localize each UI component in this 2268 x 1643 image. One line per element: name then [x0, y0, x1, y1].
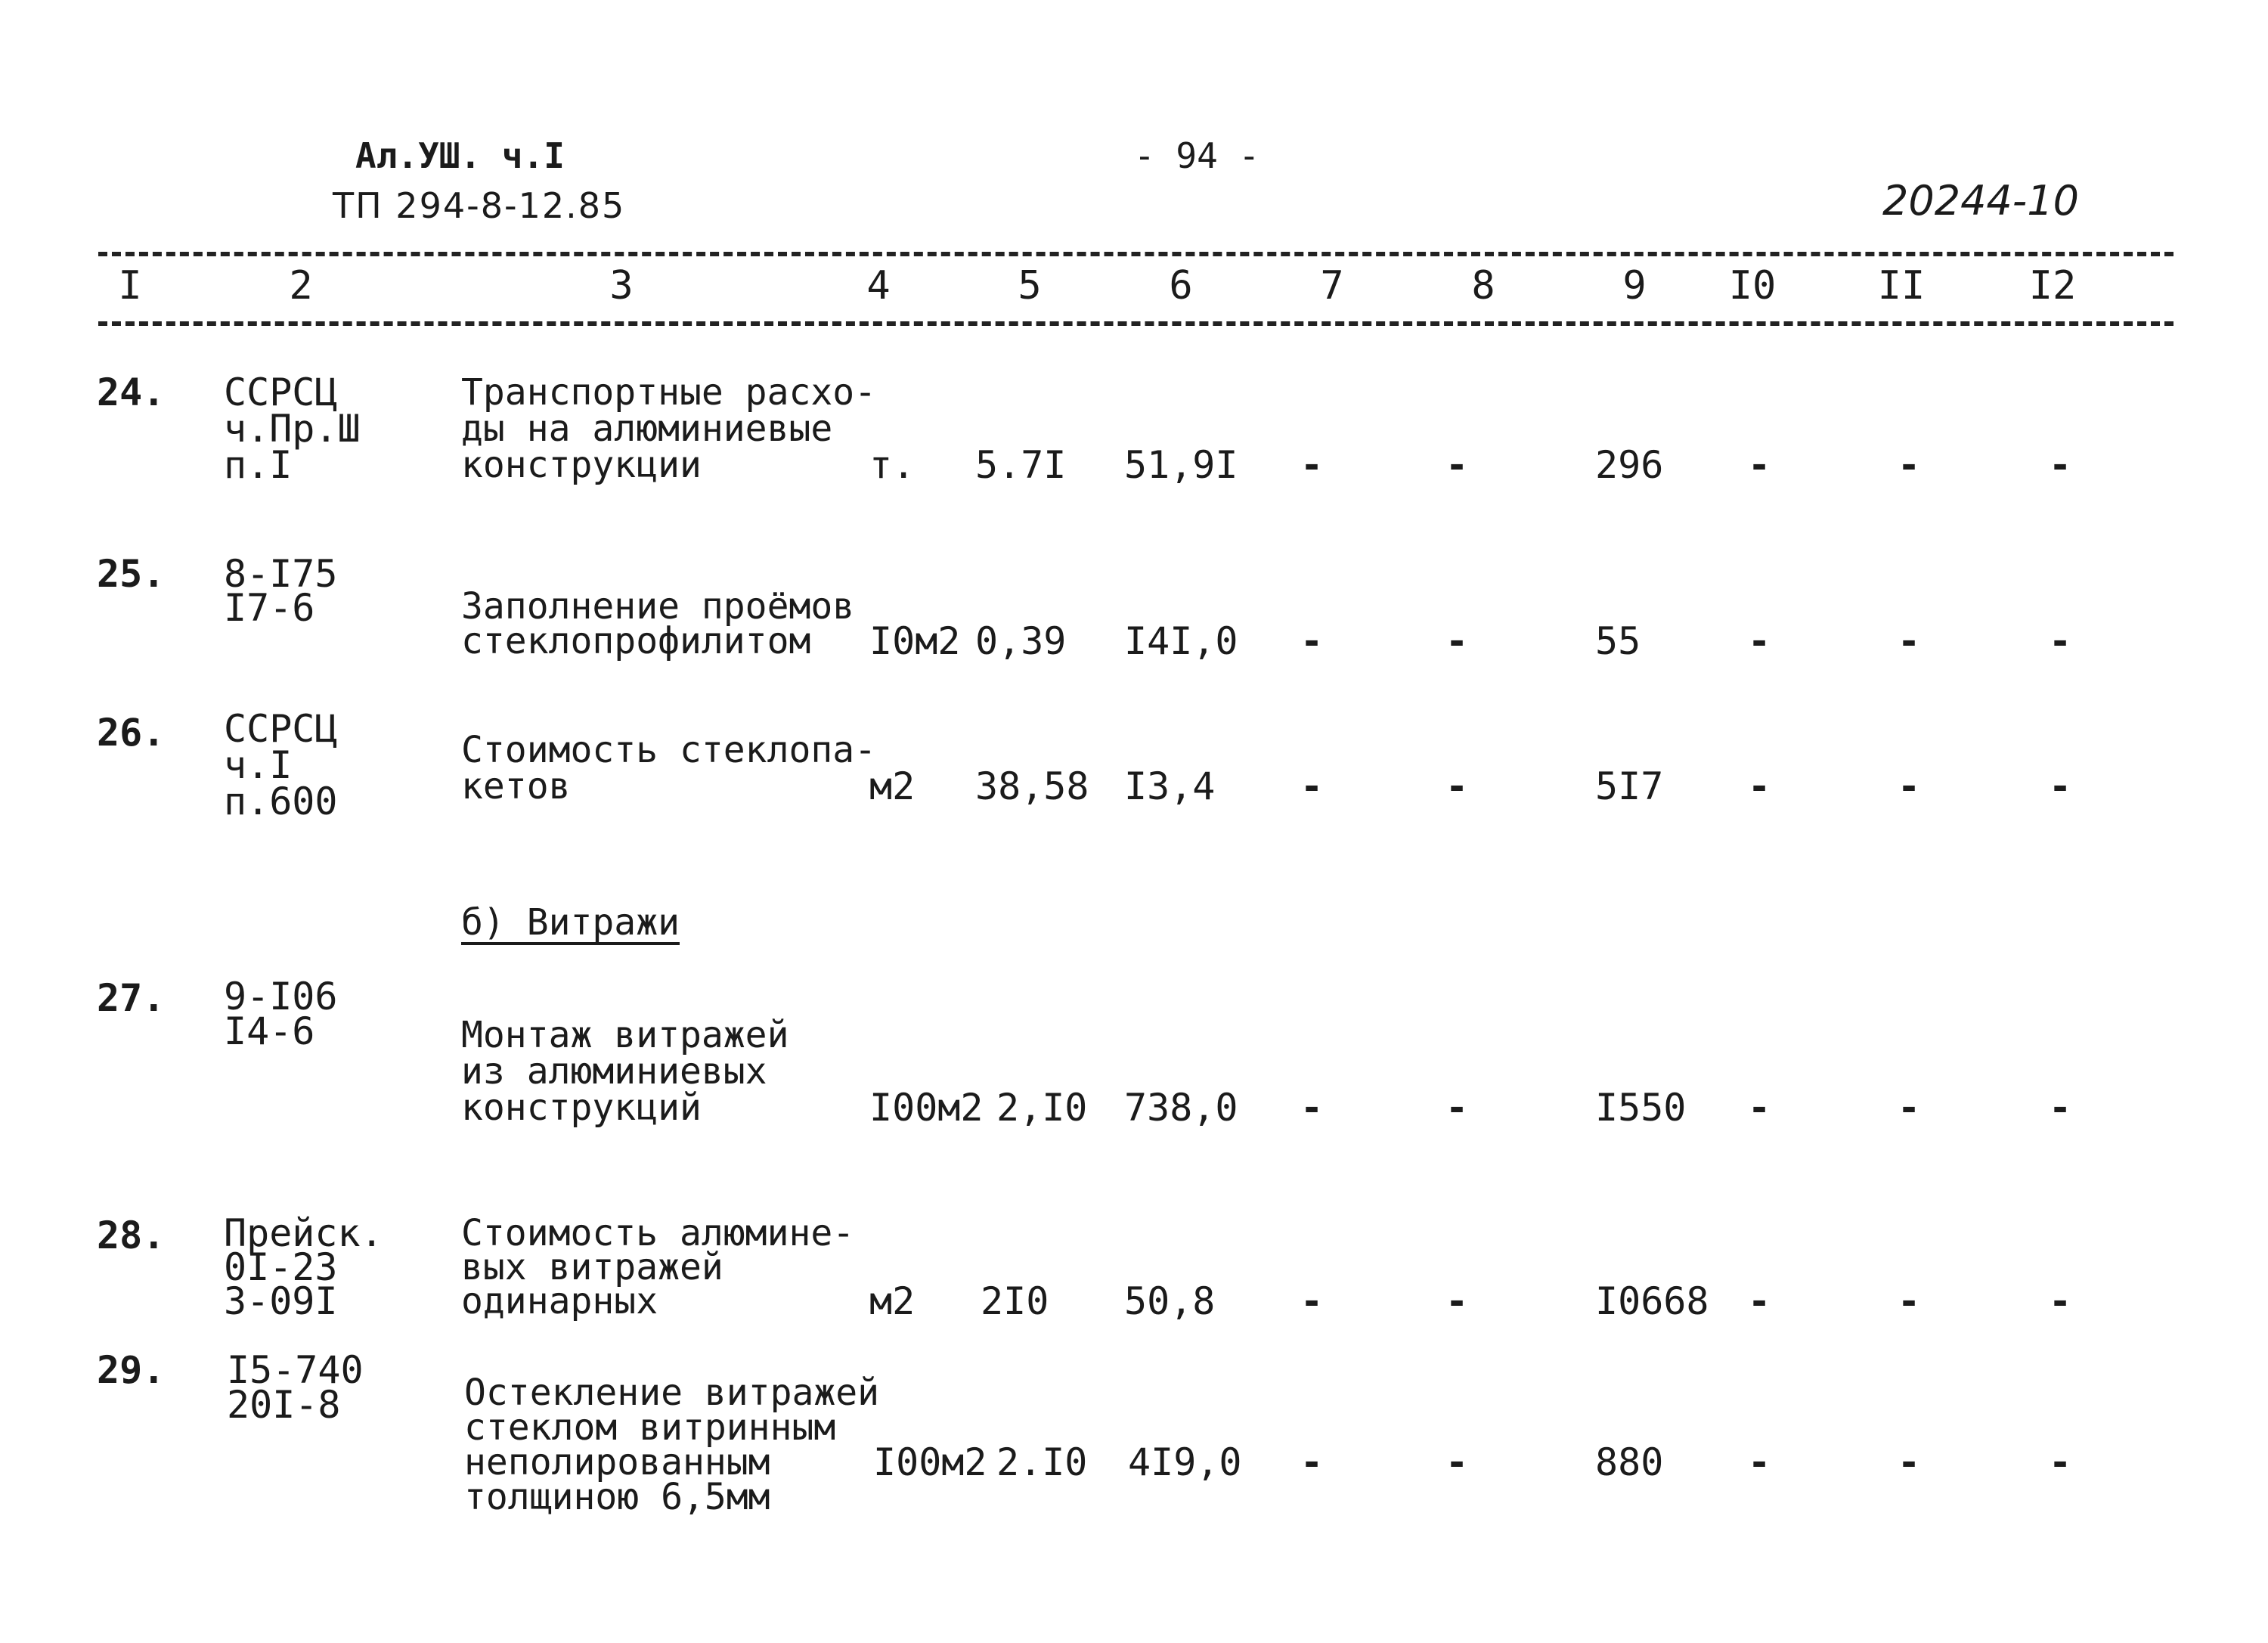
row-code-line: 3-09I — [224, 1279, 338, 1323]
row-col7: - — [1300, 1440, 1324, 1484]
column-header: 8 — [1471, 263, 1495, 308]
row-col11: - — [1898, 764, 1921, 808]
column-header: II — [1877, 263, 1926, 308]
row-col12: - — [2049, 1086, 2072, 1130]
row-quantity: 2.I0 — [996, 1440, 1088, 1484]
row-code-line: 9-I06 — [224, 975, 338, 1018]
row-description-line: ды на алюминиевые — [461, 408, 833, 450]
column-header: 2 — [289, 263, 313, 308]
row-description-line: Монтаж витражей — [461, 1014, 789, 1056]
row-description-line: кетов — [461, 765, 571, 808]
column-header: 4 — [866, 263, 891, 308]
row-col10: - — [1748, 1440, 1771, 1484]
row-col12: - — [2049, 764, 2072, 808]
header-rule-bottom — [98, 321, 2174, 326]
row-unit-price: I3,4 — [1124, 764, 1216, 808]
row-col11: - — [1898, 1440, 1921, 1484]
row-code-line: 20I-8 — [227, 1383, 341, 1427]
row-number: 24. — [97, 370, 166, 414]
row-col10: - — [1748, 443, 1771, 487]
row-col11: - — [1898, 1279, 1921, 1323]
row-unit-price: 738,0 — [1124, 1086, 1238, 1130]
row-col7: - — [1300, 443, 1324, 487]
row-description-line: конструкции — [461, 444, 702, 486]
row-code-line: п.600 — [224, 780, 338, 823]
row-unit: м2 — [869, 1279, 916, 1323]
row-quantity: 2,I0 — [996, 1086, 1088, 1130]
row-number: 27. — [97, 976, 166, 1020]
row-description-line: стеклопрофилитом — [461, 620, 811, 662]
row-col7: - — [1300, 619, 1324, 663]
row-col8: - — [1445, 1279, 1469, 1323]
header-sheet-ref: Ал.УШ. ч.I — [355, 135, 565, 176]
row-number: 29. — [97, 1348, 166, 1392]
row-quantity: 38,58 — [975, 764, 1089, 808]
row-code-line: 8-I75 — [224, 552, 338, 596]
row-col11: - — [1898, 619, 1921, 663]
column-header: 9 — [1622, 263, 1647, 308]
row-code-line: 0I-23 — [224, 1245, 338, 1289]
row-col10: - — [1748, 619, 1771, 663]
handwritten-code: 20244-10 — [1882, 177, 2079, 225]
row-unit: I00м2 — [869, 1086, 984, 1130]
row-col12: - — [2049, 619, 2072, 663]
column-header: 7 — [1320, 263, 1344, 308]
row-col7: - — [1300, 1279, 1324, 1323]
row-unit: м2 — [869, 764, 916, 808]
page-number: - 94 - — [1134, 135, 1260, 176]
row-code-line: I5-740 — [227, 1348, 364, 1392]
column-header: I2 — [2028, 263, 2077, 308]
row-col9: 5I7 — [1595, 764, 1664, 808]
row-col9: I550 — [1595, 1086, 1687, 1130]
row-col7: - — [1300, 1086, 1324, 1130]
column-header: I — [118, 263, 142, 308]
row-col10: - — [1748, 1279, 1771, 1323]
row-description-line: Остекление витражей — [464, 1372, 880, 1414]
row-col9: I0668 — [1595, 1279, 1709, 1323]
row-col9: 880 — [1595, 1440, 1664, 1484]
row-quantity: 2I0 — [981, 1279, 1049, 1323]
row-col10: - — [1748, 764, 1771, 808]
row-description-line: Стоимость алюмине- — [461, 1212, 855, 1254]
row-description-line: Заполнение проёмов — [461, 585, 855, 628]
row-col8: - — [1445, 764, 1469, 808]
header-project-code: ТП 294-8-12.85 — [333, 185, 626, 226]
row-quantity: 0,39 — [975, 619, 1067, 663]
row-unit-price: 50,8 — [1124, 1279, 1216, 1323]
row-col9: 55 — [1595, 619, 1641, 663]
row-description-line: стеклом витринным — [464, 1406, 836, 1449]
row-number: 25. — [97, 552, 166, 596]
row-code-line: п.I — [224, 443, 293, 487]
row-description-line: одинарных — [461, 1280, 658, 1322]
row-col12: - — [2049, 1440, 2072, 1484]
row-unit: т. — [869, 443, 916, 487]
row-unit-price: 51,9I — [1124, 443, 1238, 487]
row-col7: - — [1300, 764, 1324, 808]
row-code-line: ССРСЦ — [224, 707, 338, 751]
section-heading: б) Витражи — [461, 901, 680, 944]
row-col8: - — [1445, 619, 1469, 663]
row-col8: - — [1445, 443, 1469, 487]
row-code-line: ч.Пр.Ш — [224, 407, 361, 451]
row-code-line: Прейск. — [224, 1211, 383, 1255]
row-description-line: вых витражей — [461, 1246, 723, 1288]
row-number: 26. — [97, 711, 166, 755]
row-col11: - — [1898, 443, 1921, 487]
row-unit: I0м2 — [869, 619, 961, 663]
header-rule-top — [98, 252, 2174, 256]
row-unit-price: I4I,0 — [1124, 619, 1238, 663]
row-description-line: толщиною 6,5мм — [464, 1476, 770, 1518]
row-code-line: ч.I — [224, 743, 293, 787]
row-col9: 296 — [1595, 443, 1664, 487]
row-quantity: 5.7I — [975, 443, 1067, 487]
column-header: 3 — [609, 263, 634, 308]
column-header: I0 — [1728, 263, 1777, 308]
row-code-line: I7-6 — [224, 586, 315, 630]
row-number: 28. — [97, 1214, 166, 1257]
row-col10: - — [1748, 1086, 1771, 1130]
row-unit-price: 4I9,0 — [1128, 1440, 1242, 1484]
row-code-line: I4-6 — [224, 1009, 315, 1053]
column-header: 6 — [1169, 263, 1193, 308]
row-description-line: Транспортные расхо- — [461, 371, 877, 414]
row-description-line: Стоимость стеклопа- — [461, 729, 877, 771]
row-col11: - — [1898, 1086, 1921, 1130]
row-col12: - — [2049, 1279, 2072, 1323]
column-header: 5 — [1018, 263, 1042, 308]
row-description-line: конструкций — [461, 1087, 702, 1129]
row-code-line: ССРСЦ — [224, 370, 338, 414]
row-description-line: из алюминиевых — [461, 1050, 767, 1093]
row-col12: - — [2049, 443, 2072, 487]
row-col8: - — [1445, 1086, 1469, 1130]
row-unit: I00м2 — [873, 1440, 987, 1484]
row-description-line: неполированным — [464, 1441, 770, 1483]
row-col8: - — [1445, 1440, 1469, 1484]
